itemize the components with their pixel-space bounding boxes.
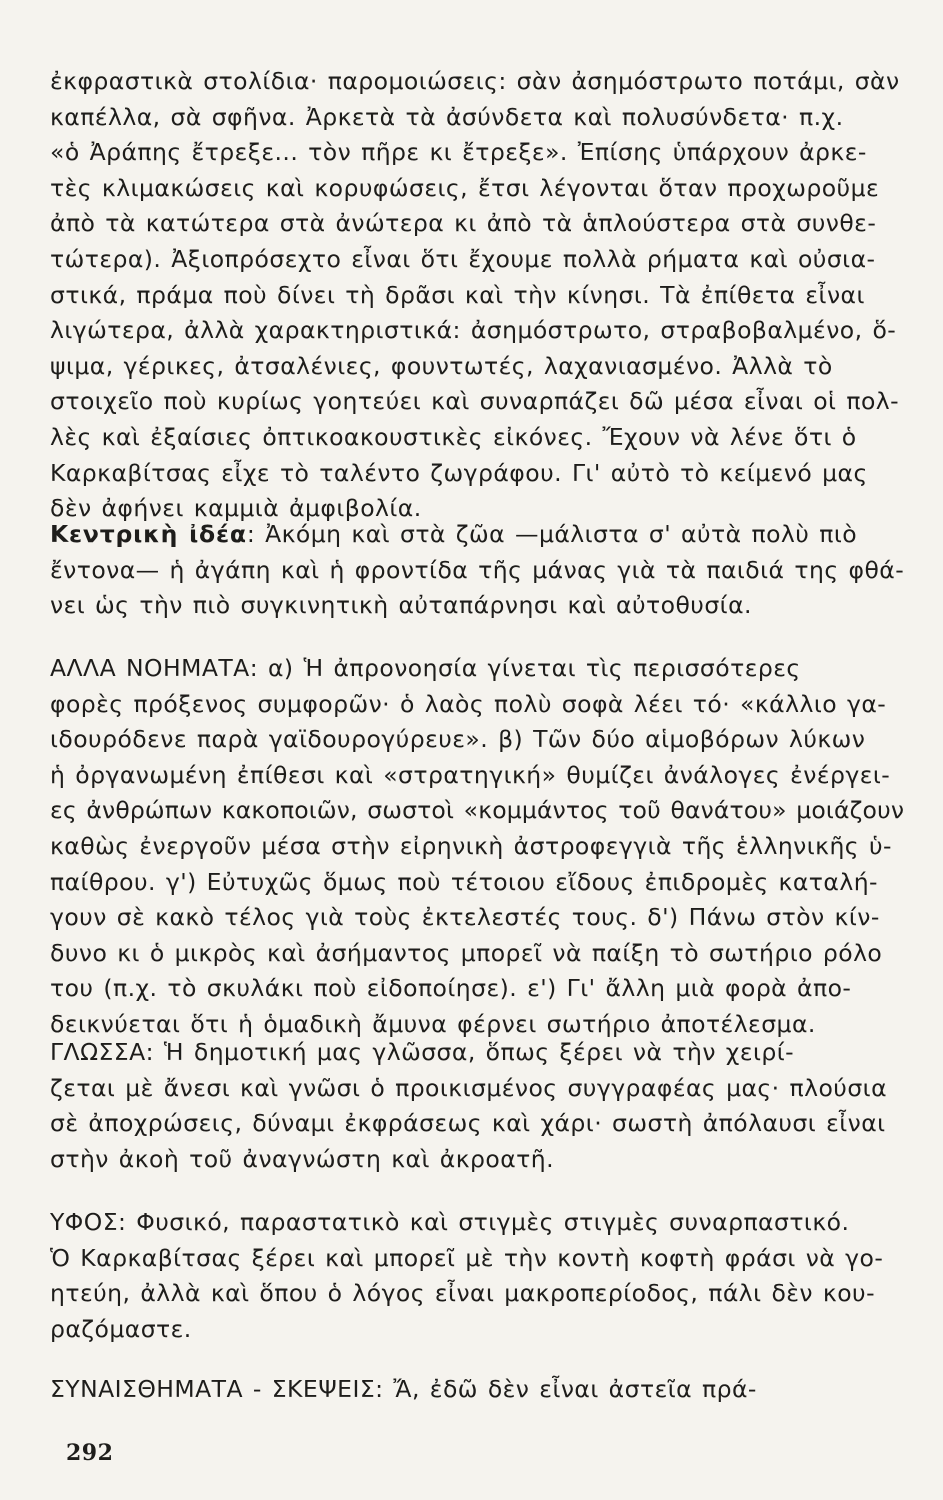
text-line: δεικνύεται ὅτι ἡ ὁμαδικὴ ἄμυνα φέρνει σωτήριο ἀποτέλεσμα. bbox=[50, 1009, 816, 1038]
text-line: ψιμα, γέρικες, ἀτσαλένιες, φουντωτές, λαχανιασμένο. Ἀλλὰ τὸ bbox=[50, 351, 833, 380]
text-line: του (π.χ. τὸ σκυλάκι ποὺ εἰδοποίησε). ε') Γι' ἄλλη μιὰ φορὰ ἀπο- bbox=[50, 974, 852, 1003]
text-line: ἐκφραστικὰ στολίδια· παρομοιώσεις: σὰν ἀσημόστρωτο ποτάμι, σὰν bbox=[50, 67, 900, 95]
paragraph-style bbox=[50, 1205, 905, 1347]
text-line: λιγώτερα, ἀλλὰ χαρακτηριστικά: ἀσημόστρωτο, στραβοβαλμένο, ὅ- bbox=[50, 316, 897, 345]
text-line bbox=[50, 517, 905, 553]
paragraph-other-meanings bbox=[50, 651, 905, 1043]
paragraph-central-idea bbox=[50, 517, 905, 624]
text-line: δὲν ἀφήνει καμμιὰ ἀμφιβολία. bbox=[50, 494, 422, 523]
text-line: ΣΥΝΑΙΣΘΗΜΑΤΑ - ΣΚΕΨΕΙΣ: Ἄ, ἐδῶ δὲν εἶναι ἀστεῖα πρά- bbox=[50, 1375, 757, 1403]
page-number: 292 bbox=[66, 1440, 114, 1466]
text-line: ες ἀνθρώπων κακοποιῶν, σωστοὶ «κομμάντος τοῦ θανάτου» μοιάζουν bbox=[50, 796, 905, 825]
text-line: παίθρου. γ') Εὐτυχῶς ὅμως ποὺ τέτοιου εἴδους ἐπιδρομὲς καταλή- bbox=[50, 867, 878, 896]
text-line: γουν σὲ κακὸ τέλος γιὰ τοὺς ἐκτελεστές τους. δ') Πάνω στὸν κίν- bbox=[50, 903, 880, 932]
text-line: τώτερα). Ἀξιοπρόσεχτο εἶναι ὅτι ἔχουμε πολλὰ ρήματα καὶ οὐσια- bbox=[50, 244, 876, 273]
text-line: Ὁ Καρκαβίτσας ξέρει καὶ μπορεῖ μὲ τὴν κοντὴ κοφτὴ φράσι νὰ γο- bbox=[50, 1243, 884, 1272]
text-line: στὴν ἀκοὴ τοῦ ἀναγνώστη καὶ ἀκροατῆ. bbox=[50, 1144, 555, 1173]
text-line: «ὁ Ἀράπης ἔτρεξε... τὸν πῆρε κι ἔτρεξε». Ἐπίσης ὑπάρχουν ἀρκε- bbox=[50, 138, 867, 167]
text-line: ΥΦΟΣ: Φυσικό, παραστατικὸ καὶ στιγμὲς στιγμὲς συναρπαστικό. bbox=[50, 1208, 850, 1236]
text-line: νει ὡς τὴν πιὸ συγκινητικὴ αὐταπάρνησι καὶ αὐτοθυσία. bbox=[50, 591, 752, 620]
text-line: ἀπὸ τὰ κατώτερα στὰ ἀνώτερα κι ἀπὸ τὰ ἁπλούστερα στὰ συνθε- bbox=[50, 209, 877, 238]
text-line: ἔντονα— ἡ ἀγάπη καὶ ἡ φροντίδα τῆς μάνας γιὰ τὰ παιδιά της φθά- bbox=[50, 555, 905, 584]
text-line: στικά, πράμα ποὺ δίνει τὴ δρᾶσι καὶ τὴν κίνησι. Τὰ ἐπίθετα εἶναι bbox=[50, 280, 865, 309]
text-line: ἡ ὀργανωμένη ἐπίθεσι καὶ «στρατηγική» θυμίζει ἀνάλογες ἐνέργει- bbox=[50, 760, 891, 789]
paragraph-language bbox=[50, 1035, 905, 1177]
section-heading-central-idea: Κεντρικὴ ἰδέα bbox=[50, 520, 247, 548]
paragraph-expressive-devices bbox=[50, 64, 905, 527]
text-line: δυνο κι ὁ μικρὸς καὶ ἀσήμαντος μπορεῖ νὰ παίξη τὸ σωτήριο ρόλο bbox=[50, 938, 883, 967]
text-line: λὲς καὶ ἐξαίσιες ὀπτικοακουστικὲς εἰκόνες. Ἔχουν νὰ λένε ὅτι ὁ bbox=[50, 422, 857, 451]
text-line: ζεται μὲ ἄνεσι καὶ γνῶσι ὁ προικισμένος συγγραφέας μας· πλούσια bbox=[50, 1073, 888, 1102]
text-line: φορὲς πρόξενος συμφορῶν· ὁ λαὸς πολὺ σοφὰ λέει τό· «κάλλιο γα- bbox=[50, 689, 887, 718]
text-line: ΓΛΩΣΣΑ: Ἡ δημοτική μας γλῶσσα, ὅπως ξέρει νὰ τὴν χειρί- bbox=[50, 1038, 795, 1066]
text-line: ραζόμαστε. bbox=[50, 1314, 192, 1343]
text-line: σὲ ἀποχρώσεις, δύναμι ἐκφράσεως καὶ χάρι· σωστὴ ἀπόλαυσι εἶναι bbox=[50, 1109, 886, 1138]
text-line: στοιχεῖο ποὺ κυρίως γοητεύει καὶ συναρπάζει δῶ μέσα εἶναι οἱ πολ- bbox=[50, 387, 900, 416]
text-line: ιδουρόδενε παρὰ γαϊδουρογύρευε». β) Τῶν δύο αἱμοβόρων λύκων bbox=[50, 725, 866, 754]
text-line: καπέλλα, σὰ σφῆνα. Ἀρκετὰ τὰ ἀσύνδετα καὶ πολυσύνδετα· π.χ. bbox=[50, 102, 844, 131]
text-line: Καρκαβίτσας εἶχε τὸ ταλέντο ζωγράφου. Γι' αὐτὸ τὸ κείμενό μας bbox=[50, 458, 868, 487]
paragraph-feelings-thoughts bbox=[50, 1372, 905, 1408]
text-line: καθὼς ἐνεργοῦν μέσα στὴν εἰρηνικὴ ἀστροφεγγιὰ τῆς ἑλληνικῆς ὑ- bbox=[50, 831, 892, 860]
text-line: ΑΛΛΑ ΝΟΗΜΑΤΑ: α) Ἡ ἀπρονοησία γίνεται τὶς περισσότερες bbox=[50, 654, 801, 682]
text-line: τὲς κλιμακώσεις καὶ κορυφώσεις, ἔτσι λέγονται ὅταν προχωροῦμε bbox=[50, 173, 880, 202]
text-fragment: : Ἀκόμη καὶ στὰ ζῶα —μάλιστα σ' αὐτὰ πολὺ πιὸ bbox=[246, 520, 858, 548]
text-line: ητεύη, ἀλλὰ καὶ ὅπου ὁ λόγος εἶναι μακροπερίοδος, πάλι δὲν κου- bbox=[50, 1279, 876, 1308]
